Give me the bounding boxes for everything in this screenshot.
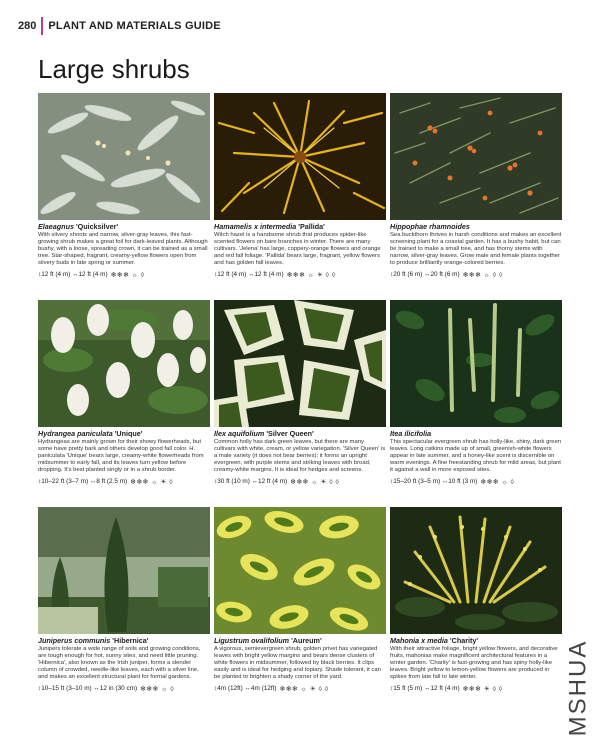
care-symbols: ❄❄❄ ☼ ☀ ◊ ◊: [279, 685, 329, 693]
plant-meta: [38, 685, 210, 693]
plant-description: Witch hazel is a handsome shrub that produces spider-like scented flowers on bare branches in winter. There are many cultivars. 'Jelena' has large, coppery-orange flowers and orange and red fall foliage. 'Pallida' bears large, fragrant, yellow flowers and has golden fall leaves.: [214, 231, 381, 266]
plant-card: [390, 300, 562, 486]
plant-name: Elaeagnus 'Quicksilver': [38, 222, 119, 231]
care-symbols: ❄❄❄ ☼ ☀ ◊ ◊: [286, 271, 336, 279]
plant-photo: [390, 507, 562, 634]
plant-photo: [214, 93, 386, 220]
section-title: PLANT AND MATERIALS GUIDE: [48, 20, 221, 32]
header-divider: [41, 17, 43, 35]
plant-card: [38, 300, 210, 486]
plant-name: Juniperus communis 'Hibernica': [38, 636, 149, 645]
plant-photo: [38, 300, 210, 427]
ilex-image: [214, 300, 386, 427]
plant-photo: [390, 93, 562, 220]
plant-photo: [390, 300, 562, 427]
hydrangea-image: [38, 300, 210, 427]
plant-description: With their attractive foliage, bright yellow flowers, and decorative fruits, mahonias make magnificent architectural features in a winter garden. 'Charity' is fast-growing and has spiny holly-like leaves. Bright yellow to lemon-yellow flowers are produced in spikes from late fall to late winter.: [390, 645, 558, 680]
plant-card: [38, 93, 210, 279]
page-title: Large shrubs: [38, 54, 190, 84]
elaeagnus-image: [38, 93, 210, 220]
plant-card: [38, 507, 210, 693]
plant-size: ↕12 ft (4 m) ↔12 ft (4 m): [214, 271, 284, 279]
plant-size: ↕12 ft (4 m) ↔12 ft (4 m): [38, 271, 108, 279]
hippophae-image: [390, 93, 562, 220]
plant-name: Hippophae rhamnoides: [390, 222, 470, 231]
mahonia-image: [390, 507, 562, 634]
page-header: [18, 18, 221, 34]
plant-card: [214, 93, 386, 279]
plant-name: Ilex aquifolium 'Silver Queen': [214, 429, 314, 438]
plant-card: [214, 507, 386, 693]
plant-meta: [390, 478, 562, 486]
itea-image: [390, 300, 562, 427]
plant-name: Mahonia x media 'Charity': [390, 636, 479, 645]
plant-meta: [214, 271, 386, 279]
care-symbols: ❄❄❄ ☼ ☀ ◊ ◊: [290, 478, 340, 486]
plant-description: With silvery shoots and narrow, silver-gray leaves, this fast-growing shrub makes a great foil for dark-leaved plants. Although bushy, with a loose, spreading crown, it can be trained as a small tree. Star-shaped, fragrant, creamy-yellow flowers open from silvery buds in late spring or summer.: [38, 231, 208, 266]
juniperus-image: [38, 507, 210, 634]
plant-description: Hydrangeas are mainly grown for their showy flowerheads, but some have pretty bark and others develop good fall color. H. paniculata 'Unique' bears large, creamy-white flowerheads from midsummer to early fall, and its leaves turn yellow before dropping. It's best planted singly or in a shrub border.: [38, 438, 204, 473]
plant-card: [390, 93, 562, 279]
care-symbols: ❄❄❄ ☀ ◊ ◊: [462, 685, 503, 693]
plant-description: This spectacular evergreen shrub has holly-like, shiny, dark green leaves. Long catkins made up of small, greenish-white flowers appear in late summer, and a honey-like scent is discernible on warm evenings. A fine freestanding shrub for mild areas, but plant it against a wall in more exposed sites.: [390, 438, 562, 473]
plant-size: ↕10–22 ft (3–7 m) ↔8 ft (2.5 m): [38, 478, 128, 486]
watermark-text: MSHUA: [564, 639, 592, 737]
plant-meta: [214, 685, 386, 693]
ligustrum-image: [214, 507, 386, 634]
plant-meta: [38, 271, 210, 279]
plant-photo: [214, 300, 386, 427]
plant-size: ↕4m (12ft) ↔4m (12ft): [214, 685, 277, 693]
plant-name: Hydrangea paniculata 'Unique': [38, 429, 143, 438]
care-symbols: ❄❄❄ ☼ ☀ ◊: [130, 478, 174, 486]
care-symbols: ❄❄❄ ☼ ◊ ◊: [462, 271, 503, 279]
plant-description: A vigorous, semievergreen shrub, golden privet has variegated leaves with bright yellow margins and bears dense clusters of white flowers in midsummer, followed by black berries. It clips easily and is ideal for hedging and topiary. Shade tolerant, it can be planted to brighten a shady corner of the yard.: [214, 645, 381, 680]
plant-card: [214, 300, 386, 486]
plant-meta: [214, 478, 386, 486]
plant-photo: [214, 507, 386, 634]
plant-size: ↕20 ft (6 m) ↔20 ft (6 m): [390, 271, 460, 279]
plant-photo: [38, 93, 210, 220]
plant-photo: [38, 507, 210, 634]
plant-size: ↕15–20 ft (3–5 m) ↔10 ft (3 m): [390, 478, 478, 486]
hamamelis-image: [214, 93, 386, 220]
plant-meta: [390, 271, 562, 279]
care-symbols: ❄❄❄ ☼ ◊: [110, 271, 145, 279]
plant-size: ↕10–15 ft (3–10 m) ↔12 in (30 cm): [38, 685, 138, 693]
plant-name: Ligustrum ovalifolium 'Aureum': [214, 636, 322, 645]
plant-name: Itea ilicifolia: [390, 429, 432, 438]
care-symbols: ❄❄❄ ☼ ◊: [480, 478, 515, 486]
plant-size: ↕15 ft (5 m) ↔12 ft (4 m): [390, 685, 460, 693]
plant-description: Common holly has dark green leaves, but there are many cultivars with white, cream, or yellow variegation. 'Silver Queen' is a male variety (it does not bear berries); it forms an upright evergreen, with purple stems and striking leaves with broad, creamy-white margins. It is ideal for hedges and screens.: [214, 438, 386, 473]
plant-description: Junipers tolerate a wide range of soils and growing conditions, are tough enough for hot, sunny sites, and need little pruning. 'Hibernica', also known as the Irish juniper, forms a slender column of crowded, needle-like leaves, each with a silver line, and makes an excellent structural plant for formal gardens.: [38, 645, 201, 680]
plant-size: ↕30 ft (10 m) ↔12 ft (4 m): [214, 478, 288, 486]
plant-name: Hamamelis x intermedia 'Pallida': [214, 222, 325, 231]
page-number: 280: [18, 20, 37, 32]
plant-meta: [38, 478, 210, 486]
plant-card: [390, 507, 562, 693]
care-symbols: ❄❄❄ ☼ ◊: [140, 685, 175, 693]
plant-meta: [390, 685, 562, 693]
plant-description: Sea buckthorn thrives in harsh conditions and makes an excellent screening plant for a coastal garden. It has a bushy habit, but can be trained to make a small tree, and has thorny stems with narrow, silver-gray leaves. Grow male and female plants together to produce brilliantly orange-colored berries.: [390, 231, 562, 266]
watermark: [564, 636, 594, 736]
